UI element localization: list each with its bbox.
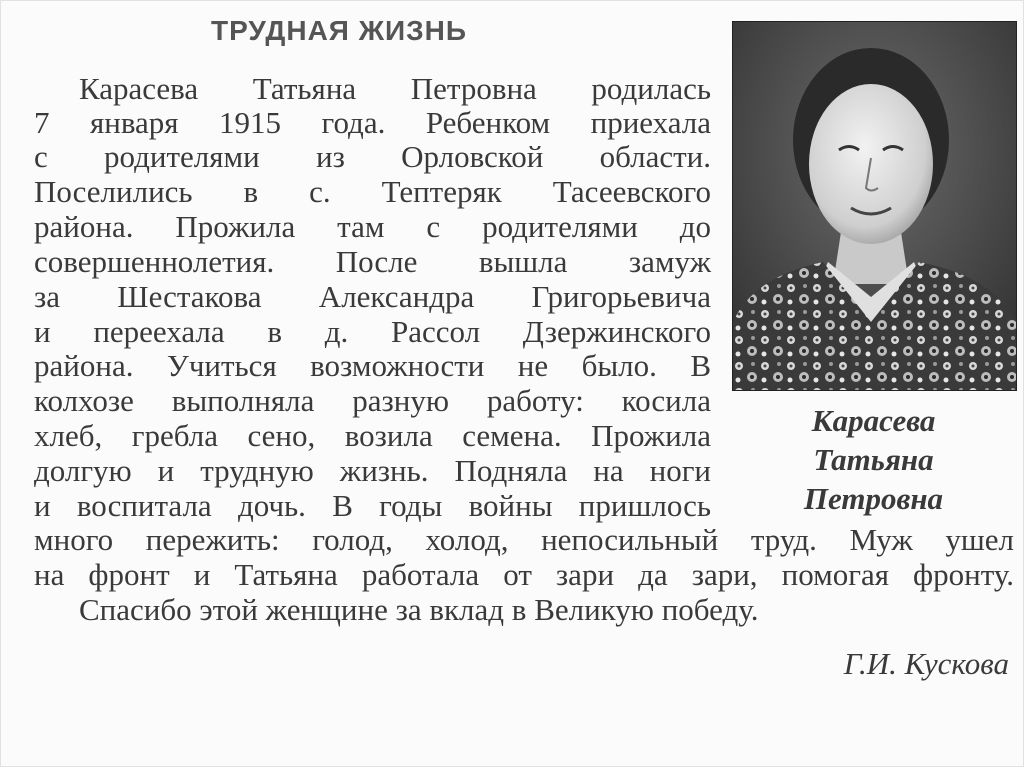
body-line: хлеб, гребла сено, возила семена. Прожила [34,418,711,453]
caption-surname: Карасева [811,403,936,438]
body-line: за Шестакова Александра Григорьевича [34,279,711,314]
body-line: на фронт и Татьяна работала от зари да зари, помогая фронту. [34,557,1014,592]
body-line: с родителями из Орловской области. [34,139,711,174]
body-line: района. Прожила там с родителями до [34,209,711,244]
body-line: и воспитала дочь. В годы войны пришлось [34,488,711,523]
body-line: 7 января 1915 года. Ребенком приехала [34,105,711,140]
body-line: Поселились в с. Тептеряк Тасеевского [34,174,711,209]
body-line: и переехала в д. Рассол Дзержинского [34,314,711,349]
body-line: много пережить: голод, холод, непосильный труд. Муж ушел [34,522,1014,557]
body-line: района. Учиться возможности не было. В [34,348,711,383]
caption-first-name: Татьяна [813,442,934,477]
caption-patronymic: Петровна [803,481,944,516]
photo-caption [736,401,1011,518]
body-line: Спасибо этой женщине за вклад в Великую победу. [79,592,759,627]
body-line: Карасева Татьяна Петровна родилась [79,71,711,106]
author-signature: Г.И. Кускова [843,646,1009,681]
body-line: совершеннолетия. После вышла замуж [34,244,711,279]
body-line: колхозе выполняла разную работу: косила [34,383,711,418]
portrait-photo [732,21,1017,391]
article-title: ТРУДНАЯ ЖИЗНЬ [211,15,468,46]
body-line: долгую и трудную жизнь. Подняла на ноги [34,453,711,488]
